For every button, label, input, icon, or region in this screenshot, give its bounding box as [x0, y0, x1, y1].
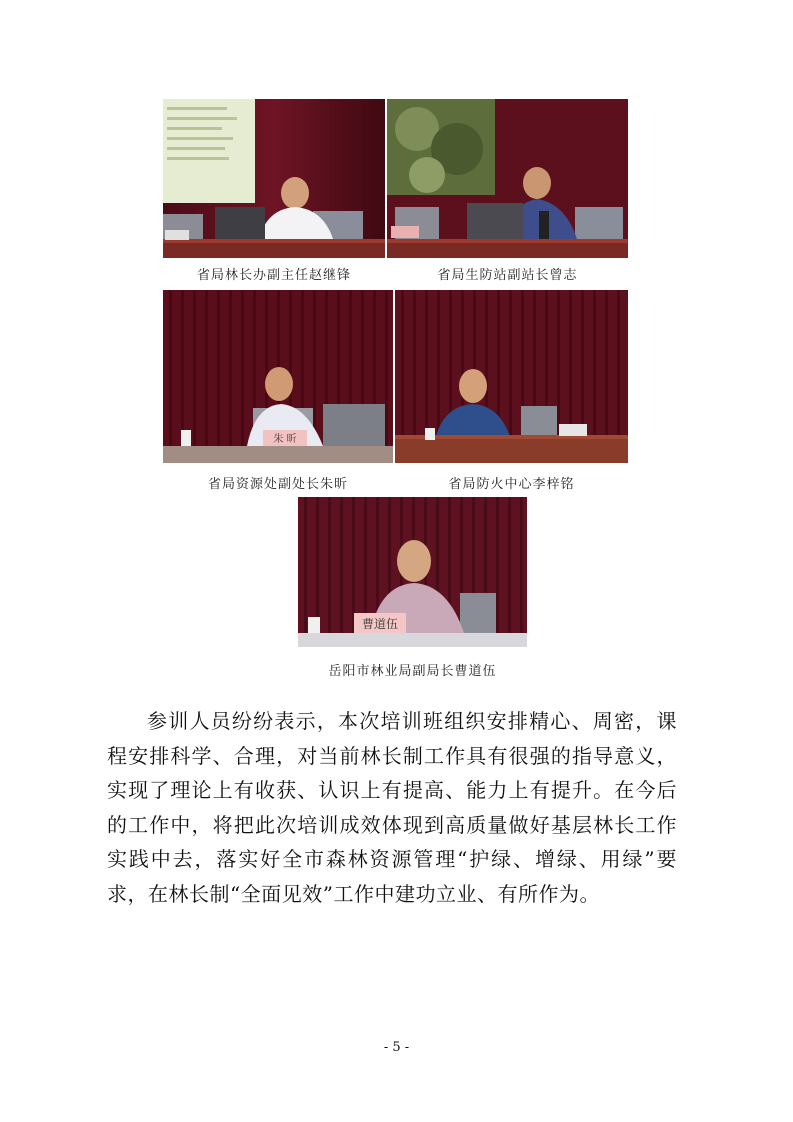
photo-zeng-zhi — [387, 99, 628, 258]
photo-caption: 省局生防站副站长曾志 — [437, 268, 578, 283]
nameplate: 朱 昕 — [273, 434, 297, 445]
photo-zhu-xin — [163, 290, 393, 463]
photo-li-ziming — [395, 290, 628, 463]
photo-cao-daowu — [298, 497, 527, 647]
photo-zhao-jifeng — [163, 99, 385, 258]
photo-caption: 省局资源处副处长朱昕 — [207, 477, 348, 492]
photo-caption: 省局林长办副主任赵继锋 — [196, 268, 351, 283]
nameplate: 曹道伍 — [361, 617, 399, 631]
photo-caption: 省局防火中心李梓铭 — [448, 477, 575, 492]
body-paragraph: 参训人员纷纷表示，本次培训班组织安排精心、周密，课程安排科学、合理，对当前林长制工作具有很强的指导意义，实现了理论上有收获、认识上有提高、能力上有提升。在今后的工作中，将把此次培训成效体现到高质量做好基层林长工作实践中去，落实好全市森林资源管理“护绿、增绿、用绿”要求，在林长制“全面见效”工作中建功立业、有所作为。 — [107, 709, 677, 906]
body-text — [107, 704, 677, 911]
page-number: - 5 - — [383, 1040, 410, 1055]
photo-caption: 岳阳市林业局副局长曹道伍 — [328, 664, 497, 679]
